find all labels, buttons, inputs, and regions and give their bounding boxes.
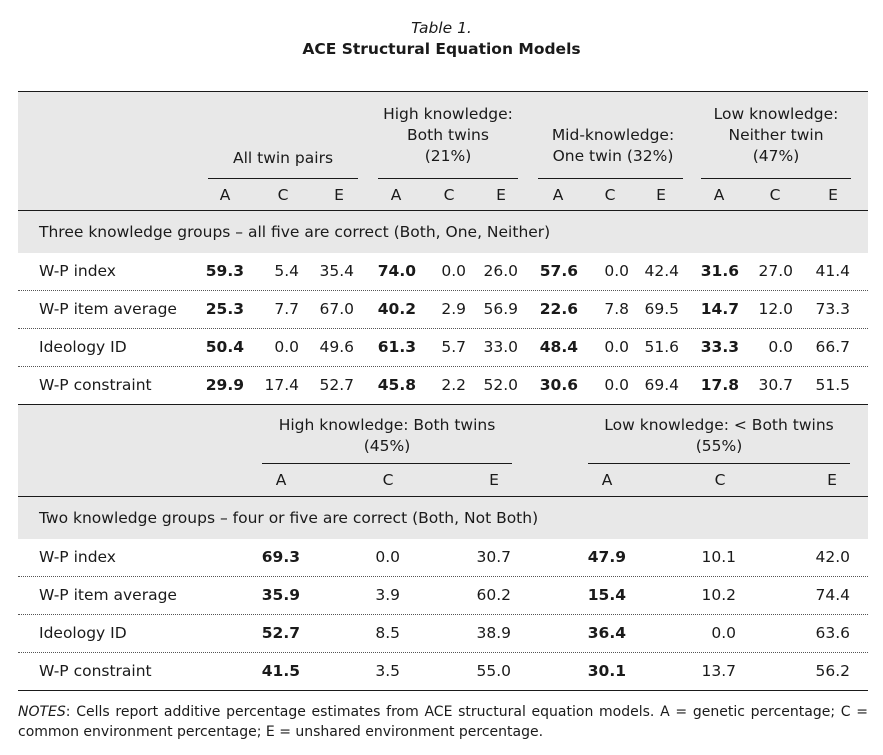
group-header-line: One twin (32%) bbox=[552, 147, 674, 165]
table-cell: 41.4 bbox=[815, 262, 850, 280]
table-cell: 59.3 bbox=[205, 262, 244, 280]
section-title-two-groups bbox=[18, 496, 868, 539]
table-cell: 49.6 bbox=[319, 338, 354, 356]
table-cell: 0.0 bbox=[768, 338, 793, 356]
group-header-low-knowledge bbox=[701, 104, 851, 167]
table-row bbox=[18, 539, 868, 576]
table-cell: 25.3 bbox=[205, 300, 244, 318]
col-header: E bbox=[828, 186, 838, 204]
table-cell: 45.8 bbox=[377, 376, 416, 394]
notes-label: NOTES bbox=[18, 704, 66, 720]
table-row bbox=[18, 328, 868, 366]
table-cell: 3.5 bbox=[375, 662, 400, 680]
table-cell: 50.4 bbox=[205, 338, 244, 356]
group-header-line: (45%) bbox=[363, 437, 411, 455]
table-cell: 30.1 bbox=[587, 662, 626, 680]
col-header: C bbox=[769, 186, 781, 204]
col-header: A bbox=[390, 186, 402, 204]
table-cell: 69.5 bbox=[644, 300, 679, 318]
table-cell: 0.0 bbox=[274, 338, 299, 356]
table-cell: 52.0 bbox=[483, 376, 518, 394]
col-header: A bbox=[601, 471, 613, 489]
table-cell: 30.6 bbox=[539, 376, 578, 394]
group-underline bbox=[538, 178, 683, 179]
table-cell: 0.0 bbox=[604, 376, 629, 394]
table-cell: 41.5 bbox=[261, 662, 300, 680]
table-cell: 63.6 bbox=[815, 624, 850, 642]
col-header: C bbox=[443, 186, 455, 204]
table-cell: 0.0 bbox=[604, 262, 629, 280]
col-header: C bbox=[277, 186, 289, 204]
table-cell: 29.9 bbox=[205, 376, 244, 394]
table-row bbox=[18, 614, 868, 652]
table-cell: 56.2 bbox=[815, 662, 850, 680]
table-cell: 10.2 bbox=[701, 586, 736, 604]
table-row bbox=[18, 253, 868, 290]
table-cell: 12.0 bbox=[758, 300, 793, 318]
table-cell: 69.4 bbox=[644, 376, 679, 394]
row-label: Ideology ID bbox=[39, 624, 127, 642]
table-cell: 74.4 bbox=[815, 586, 850, 604]
table-notes bbox=[18, 702, 868, 742]
table-cell: 17.8 bbox=[700, 376, 739, 394]
table-cell: 74.0 bbox=[377, 262, 416, 280]
table1-header bbox=[18, 91, 868, 210]
notes-text: : Cells report additive percentage estimates from ACE structural equation models. A = genetic percentage; C = common environment percentage; E = unshared environment percentage. bbox=[18, 704, 868, 740]
table-cell: 0.0 bbox=[375, 548, 400, 566]
table-cell: 52.7 bbox=[261, 624, 300, 642]
row-label: W-P item average bbox=[39, 300, 177, 318]
table-cell: 57.6 bbox=[539, 262, 578, 280]
table-cell: 61.3 bbox=[377, 338, 416, 356]
table-cell: 33.0 bbox=[483, 338, 518, 356]
table-cell: 15.4 bbox=[587, 586, 626, 604]
table-cell: 5.4 bbox=[274, 262, 299, 280]
col-header: A bbox=[552, 186, 564, 204]
section-title-text: Three knowledge groups – all five are correct (Both, One, Neither) bbox=[39, 223, 551, 241]
table-cell: 52.7 bbox=[319, 376, 354, 394]
group-underline bbox=[588, 463, 850, 464]
table-cell: 42.4 bbox=[644, 262, 679, 280]
table-cell: 7.7 bbox=[274, 300, 299, 318]
table-title: ACE Structural Equation Models bbox=[302, 40, 581, 58]
table-cell: 13.7 bbox=[701, 662, 736, 680]
group-header-low-not-both bbox=[588, 415, 850, 457]
group-header-line: Neither twin bbox=[728, 126, 824, 144]
table-cell: 2.9 bbox=[441, 300, 466, 318]
table-cell: 56.9 bbox=[483, 300, 518, 318]
table-cell: 69.3 bbox=[261, 548, 300, 566]
table-cell: 42.0 bbox=[815, 548, 850, 566]
table-cell: 67.0 bbox=[319, 300, 354, 318]
table2-header bbox=[18, 404, 868, 496]
table-caption bbox=[0, 18, 883, 60]
table-cell: 0.0 bbox=[441, 262, 466, 280]
ace-table bbox=[18, 91, 868, 691]
table-cell: 10.1 bbox=[701, 548, 736, 566]
table-row bbox=[18, 652, 868, 690]
col-header: C bbox=[382, 471, 394, 489]
table-cell: 35.4 bbox=[319, 262, 354, 280]
table-cell: 17.4 bbox=[264, 376, 299, 394]
col-header: C bbox=[604, 186, 616, 204]
table-cell: 66.7 bbox=[815, 338, 850, 356]
table-cell: 14.7 bbox=[700, 300, 739, 318]
group-header-line: Both twins bbox=[407, 126, 489, 144]
table-cell: 60.2 bbox=[476, 586, 511, 604]
table-cell: 8.5 bbox=[375, 624, 400, 642]
table-cell: 0.0 bbox=[711, 624, 736, 642]
col-header: E bbox=[496, 186, 506, 204]
group-underline bbox=[262, 463, 512, 464]
group-header-line: Low knowledge: bbox=[713, 105, 839, 123]
table-cell: 48.4 bbox=[539, 338, 578, 356]
table-cell: 38.9 bbox=[476, 624, 511, 642]
table2-body bbox=[18, 539, 868, 690]
col-header: C bbox=[714, 471, 726, 489]
row-label: W-P index bbox=[39, 548, 116, 566]
table-row bbox=[18, 576, 868, 614]
group-header-line: (21%) bbox=[424, 147, 472, 165]
col-header: A bbox=[713, 186, 725, 204]
col-header: E bbox=[827, 471, 837, 489]
table-cell: 36.4 bbox=[587, 624, 626, 642]
table-cell: 51.6 bbox=[644, 338, 679, 356]
col-header: A bbox=[275, 471, 287, 489]
group-underline bbox=[208, 178, 358, 179]
row-label: W-P constraint bbox=[39, 662, 152, 680]
table-cell: 2.2 bbox=[441, 376, 466, 394]
row-label: W-P item average bbox=[39, 586, 177, 604]
col-header: E bbox=[656, 186, 666, 204]
row-label: W-P index bbox=[39, 262, 116, 280]
table1-body bbox=[18, 253, 868, 404]
group-header-line: High knowledge: bbox=[383, 105, 513, 123]
table-cell: 22.6 bbox=[539, 300, 578, 318]
group-header-all-twins bbox=[208, 148, 358, 169]
group-header-line: High knowledge: Both twins bbox=[278, 416, 496, 434]
table-cell: 26.0 bbox=[483, 262, 518, 280]
table-cell: 7.8 bbox=[604, 300, 629, 318]
group-header-high-knowledge bbox=[378, 104, 518, 167]
col-header: E bbox=[489, 471, 499, 489]
section-title-three-groups bbox=[18, 210, 868, 253]
group-header-line: (47%) bbox=[752, 147, 800, 165]
col-header: E bbox=[334, 186, 344, 204]
row-label: W-P constraint bbox=[39, 376, 152, 394]
table-bottom-rule bbox=[18, 690, 868, 691]
group-header-line: All twin pairs bbox=[232, 149, 334, 167]
table-cell: 35.9 bbox=[261, 586, 300, 604]
table-cell: 3.9 bbox=[375, 586, 400, 604]
table-cell: 27.0 bbox=[758, 262, 793, 280]
table-cell: 40.2 bbox=[377, 300, 416, 318]
table-cell: 55.0 bbox=[476, 662, 511, 680]
table-cell: 30.7 bbox=[758, 376, 793, 394]
table-cell: 0.0 bbox=[604, 338, 629, 356]
section-title-text: Two knowledge groups – four or five are correct (Both, Not Both) bbox=[39, 509, 539, 527]
table-cell: 5.7 bbox=[441, 338, 466, 356]
group-header-line: Mid-knowledge: bbox=[551, 126, 675, 144]
table-cell: 51.5 bbox=[815, 376, 850, 394]
group-header-mid-knowledge bbox=[538, 125, 688, 167]
group-header-line: Low knowledge: < Both twins bbox=[604, 416, 834, 434]
table-row bbox=[18, 290, 868, 328]
table-cell: 31.6 bbox=[700, 262, 739, 280]
group-header-high-both bbox=[262, 415, 512, 457]
row-label: Ideology ID bbox=[39, 338, 127, 356]
table-row bbox=[18, 366, 868, 404]
table-cell: 73.3 bbox=[815, 300, 850, 318]
group-underline bbox=[378, 178, 518, 179]
col-header: A bbox=[219, 186, 231, 204]
table-cell: 47.9 bbox=[587, 548, 626, 566]
group-underline bbox=[701, 178, 851, 179]
table-number: Table 1. bbox=[411, 19, 472, 37]
table-cell: 30.7 bbox=[476, 548, 511, 566]
table-cell: 33.3 bbox=[700, 338, 739, 356]
group-header-line: (55%) bbox=[695, 437, 743, 455]
